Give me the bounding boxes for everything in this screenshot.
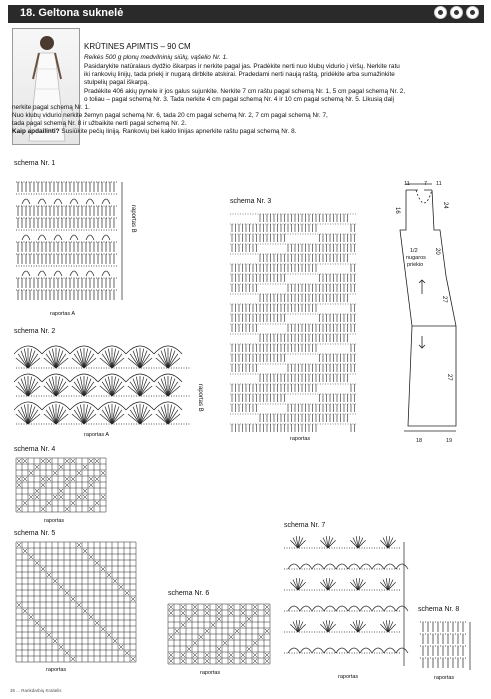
measure-top: 11 xyxy=(404,181,410,187)
instruction-line: Pasidarykite natūralaus dydžio iškarpas ir nerkite pagal jas. Pradėkite nerti nuo klubų vidurio į viršų. Nerkite ratu xyxy=(84,63,400,70)
schema-7-label: schema Nr. 7 xyxy=(284,522,326,529)
measure-side: 16 xyxy=(394,207,400,214)
repeat-label: raportas xyxy=(44,518,65,524)
pattern-note: priekio xyxy=(407,262,424,268)
difficulty-icon xyxy=(434,6,447,19)
pattern-note: nugaros xyxy=(406,255,426,261)
repeat-b-label: raportas B xyxy=(130,205,136,233)
schema-4-label: schema Nr. 4 xyxy=(14,446,56,453)
schema-1-label: schema Nr. 1 xyxy=(14,160,56,167)
instruction-line: iki rankovių linijų, tada priekį ir nugarą dirbkite atskirai. Pradedami nerti naują raštą, pridėkite arba sumažinkite xyxy=(84,71,395,78)
repeat-a-label: raportas A xyxy=(50,311,76,317)
schema-2-diagram xyxy=(14,340,196,432)
measure-side: 27 xyxy=(441,296,447,303)
schema-7-diagram xyxy=(282,534,412,674)
schema-5-diagram xyxy=(14,540,139,667)
schema-6-diagram xyxy=(166,602,272,668)
size-heading: KRŪTINES APIMTIS – 90 CM xyxy=(84,42,191,51)
schema-6-label: schema Nr. 6 xyxy=(168,590,210,597)
measure-top: 7 xyxy=(424,181,428,187)
schema-2-label: schema Nr. 2 xyxy=(14,328,56,335)
instruction-line: tada pagal schemą Nr. 8 ir užbaikite nerti pagal schemą Nr. 2. xyxy=(12,120,187,127)
finish-label: Kaip apdailinti? xyxy=(12,128,60,135)
instruction-line: nerkite pagal schemą Nr. 1. xyxy=(12,104,90,111)
garment-pattern-diagram xyxy=(376,176,481,446)
difficulty-icons xyxy=(434,6,479,19)
measure-side: 24 xyxy=(442,202,448,209)
measure-side: 27 xyxy=(446,374,452,381)
repeat-label: raportas xyxy=(46,667,67,673)
repeat-label: raportas xyxy=(290,436,311,442)
page-title: 18. Geltona suknelė xyxy=(20,7,124,19)
difficulty-icon xyxy=(466,6,479,19)
schema-3-label: schema Nr. 3 xyxy=(230,198,272,205)
repeat-b-label: raportas B xyxy=(197,384,203,412)
finish-instruction xyxy=(12,128,407,136)
schema-3-diagram xyxy=(228,210,358,435)
schema-5-label: schema Nr. 5 xyxy=(14,530,56,537)
instruction-line: stulpelių pagal iškarpą. xyxy=(84,79,150,86)
measure-side: 20 xyxy=(434,248,440,255)
instruction-line: Pradėkite 406 akių pynele ir jos galus sujunkite. Nerkite 7 cm raštu pagal schemą Nr. 1, 5 cm pagal schemą Nr. 2, xyxy=(84,88,406,95)
repeat-label: raportas xyxy=(338,674,359,680)
page-footer: 36 ... Rankdarbių Kraitelis xyxy=(10,688,62,693)
repeat-label: raportas xyxy=(434,675,455,681)
instruction-line: o toliau – pagal schemą Nr. 3. Tada nerkite 4 cm pagal schemą Nr. 4 ir 10 cm pagal schemą Nr. 5. Likusią dalį xyxy=(84,96,394,103)
repeat-label: raportas xyxy=(200,670,221,676)
schema-8-diagram xyxy=(418,618,478,674)
measure-top: 11 xyxy=(436,181,442,187)
material-text: Reikės 500 g plonų medvilninių siūlų, vąšelio Nr. 1. xyxy=(84,54,228,61)
instruction-line: Nuo klubų vidurio nerkite žemyn pagal schemą Nr. 6, tada 20 cm pagal schemą Nr. 2, 7 cm pagal schemą Nr. 7, xyxy=(12,112,328,119)
pattern-note: 1/2 xyxy=(410,248,418,254)
schema-1-diagram xyxy=(14,176,129,306)
repeat-a-label: raportas A xyxy=(84,432,110,438)
schema-4-diagram xyxy=(14,456,114,518)
schema-8-label: schema Nr. 8 xyxy=(418,606,460,613)
measure-bottom: 18 xyxy=(416,438,423,444)
finish-text: Susiūkite pečių liniją. Rankovių bei kaklo linijas apnerkite raštu pagal schemą Nr. 8. xyxy=(59,128,297,135)
difficulty-icon xyxy=(450,6,463,19)
measure-bottom: 19 xyxy=(446,438,453,444)
